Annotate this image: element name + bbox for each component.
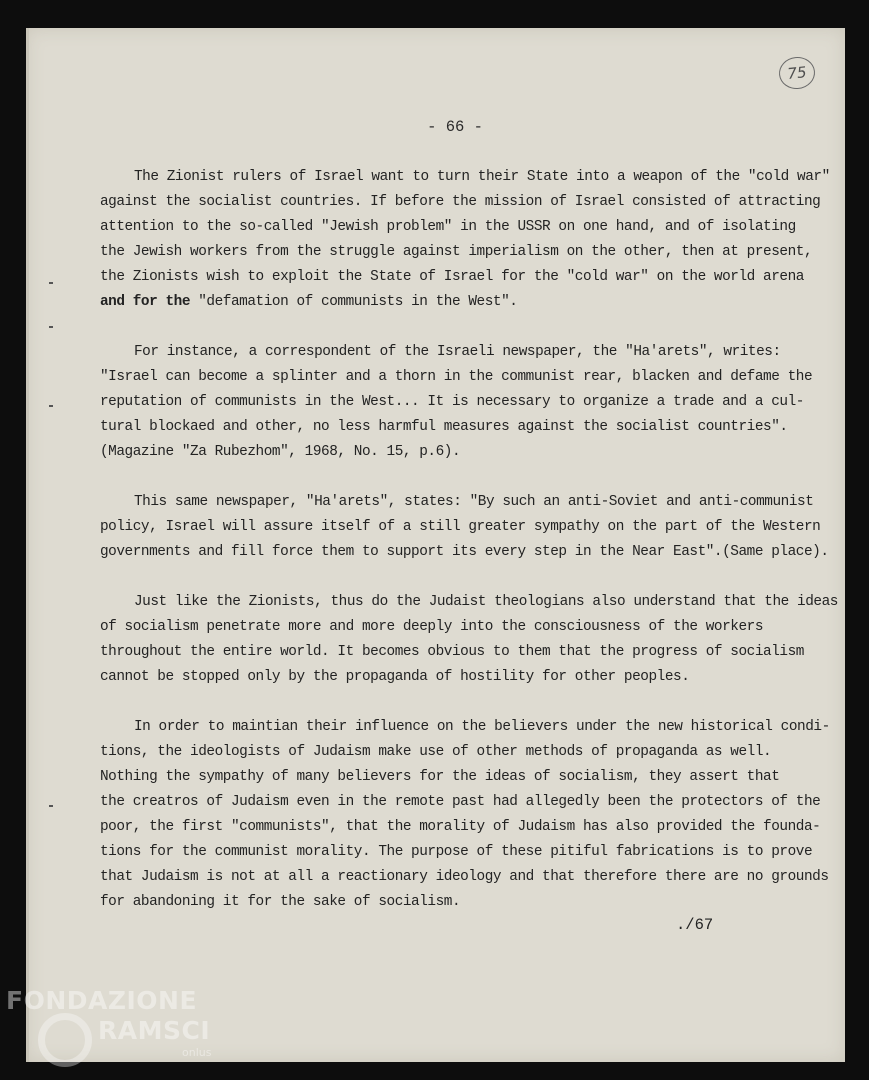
text-line: cannot be stopped only by the propaganda of hostility for other peoples. [100,669,690,685]
watermark-line-3: onlus [182,1046,212,1059]
paragraph-3 [100,490,829,565]
watermark-line-1: FONDAZIONE [6,986,198,1015]
text-line-rest: "defamation of communists in the West". [190,294,518,310]
text-line [100,290,826,315]
watermark-line-2: RAMSCI [98,1016,211,1045]
text-line: Just like the Zionists, thus do the Judaist theologians also understand that the ideas [134,594,838,610]
archive-stamp-number: 75 [777,55,816,91]
text-line: the creatros of Judaism even in the remote past had allegedly been the protectors of the [100,794,821,810]
text-line: the Zionists wish to exploit the State of Israel for the "cold war" on the world arena [100,269,804,285]
text-line: throughout the entire world. It becomes obvious to them that the progress of socialism [100,644,804,660]
continuation-page-ref: ./67 [676,916,714,934]
text-line: Nothing the sympathy of many believers for the ideas of socialism, they assert that [100,769,780,785]
text-line: poor, the first "communists", that the morality of Judaism has also provided the founda- [100,819,821,835]
text-line: "Israel can become a splinter and a thorn in the communist rear, blacken and defame the [100,369,813,385]
typewritten-body [100,165,838,940]
margin-mark [49,326,53,328]
text-line: for abandoning it for the sake of socialism. [100,894,461,910]
paragraph-2 [100,340,826,465]
text-line: of socialism penetrate more and more deeply into the consciousness of the workers [100,619,764,635]
text-line: tions, the ideologists of Judaism make use of other methods of propaganda as well. [100,744,772,760]
paragraph-4 [100,590,838,690]
text-line: that Judaism is not at all a reactionary ideology and that therefore there are no grounds [100,869,829,885]
margin-mark [49,805,53,807]
text-line: In order to maintian their influence on the believers under the new historical condi- [134,719,830,735]
margin-mark [49,405,53,407]
text-line: This same newspaper, "Ha'arets", states: "By such an anti-Soviet and anti-communist [134,494,814,510]
text-line: (Magazine "Za Rubezhom", 1968, No. 15, p.6). [100,444,461,460]
paragraph-1 [100,165,830,315]
text-line: tural blockaed and other, no less harmful measures against the socialist countries". [100,419,788,435]
text-line: reputation of communists in the West... It is necessary to organize a trade and a cul- [100,394,804,410]
text-line: policy, Israel will assure itself of a still greater sympathy on the part of the Western [100,519,821,535]
watermark-g-circle-icon [38,1013,92,1067]
text-line: against the socialist countries. If before the mission of Israel consisted of attracting [100,194,821,210]
page-edge [26,28,29,1062]
paragraph-5 [100,715,830,915]
margin-mark [49,282,53,284]
fondazione-gramsci-watermark [6,986,216,1076]
overtyped-text: and for the [100,294,191,310]
page-number: - 66 - [427,118,483,136]
text-line: attention to the so-called "Jewish problem" in the USSR on one hand, and of isolating [100,219,796,235]
text-line: governments and fill force them to support its every step in the Near East".(Same place). [100,544,829,560]
text-line: The Zionist rulers of Israel want to turn their State into a weapon of the "cold war" [134,169,830,185]
text-line: For instance, a correspondent of the Israeli newspaper, the "Ha'arets", writes: [134,344,781,360]
text-line: tions for the communist morality. The purpose of these pitiful fabrications is to prove [100,844,813,860]
text-line: the Jewish workers from the struggle against imperialism on the other, then at present, [100,244,813,260]
